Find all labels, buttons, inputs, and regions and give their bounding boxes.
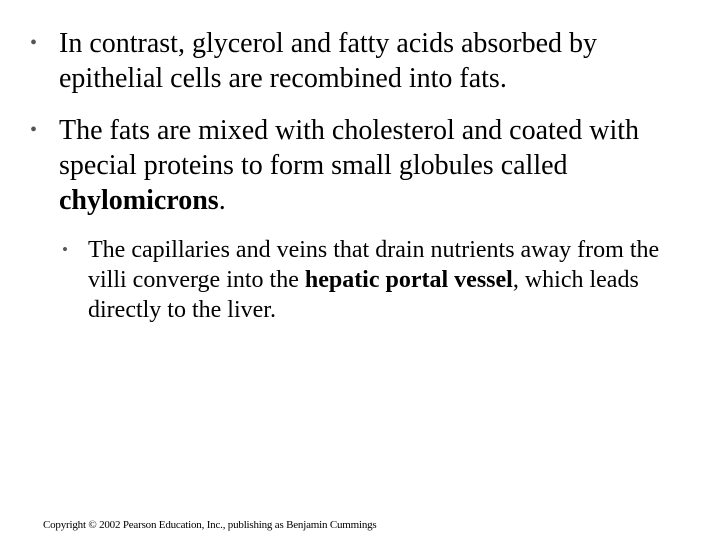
bullet-marker: • [30,32,38,54]
bullet-marker: • [30,119,38,141]
copyright-footer: Copyright © 2002 Pearson Education, Inc., publishing as Benjamin Cummings [43,519,377,531]
bullet-text [59,113,691,218]
bullet-text-content: In contrast, glycerol and fatty acids absorbed by epithelial cells are recombined into fats. [59,28,598,94]
bullet-text-after: . [218,185,226,216]
sub-bullet-text-after: , which leads directly to the liver. [88,267,639,323]
bullet-text-before: The fats are mixed with cholesterol and coated with special proteins to form small globules called [59,115,640,181]
bullet-bold-term: chylomicrons [59,185,219,216]
sub-bullet-bold-term: hepatic portal vessel [304,267,513,293]
sub-bullet-text [88,235,683,325]
sub-bullet-text-before: The capillaries and veins that drain nutrients away from the villi converge into the [88,237,660,293]
sub-bullet-marker: • [62,240,68,259]
bullet-text [59,26,679,96]
